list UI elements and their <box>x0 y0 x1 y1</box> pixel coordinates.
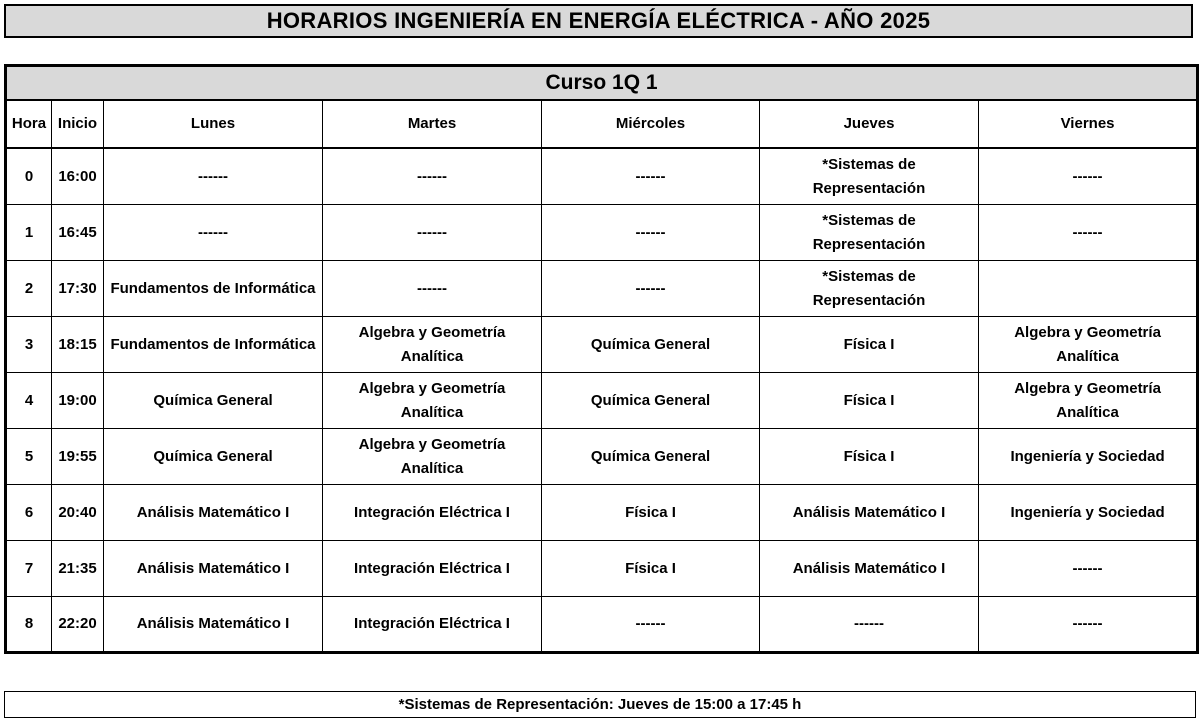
class-cell: Algebra y Geometría Analítica <box>323 317 542 373</box>
hora-cell: 7 <box>6 541 52 597</box>
header-day-miercoles: Miércoles <box>542 100 760 148</box>
header-day-lunes: Lunes <box>104 100 323 148</box>
hora-cell: 8 <box>6 597 52 653</box>
class-cell: ------ <box>542 148 760 205</box>
class-cell: Fundamentos de Informática <box>104 261 323 317</box>
class-cell: Integración Eléctrica I <box>323 597 542 653</box>
inicio-cell: 18:15 <box>52 317 104 373</box>
hora-cell: 3 <box>6 317 52 373</box>
class-cell <box>979 261 1198 317</box>
hora-cell: 6 <box>6 485 52 541</box>
page-title: HORARIOS INGENIERÍA EN ENERGÍA ELÉCTRICA - AÑO 2025 <box>4 4 1193 38</box>
class-cell: Análisis Matemático I <box>104 597 323 653</box>
class-cell: Química General <box>542 429 760 485</box>
class-cell: Química General <box>542 373 760 429</box>
class-cell: Física I <box>542 485 760 541</box>
class-cell: Química General <box>104 373 323 429</box>
class-cell: *Sistemas de Representación <box>760 148 979 205</box>
class-cell: Análisis Matemático I <box>760 541 979 597</box>
table-row <box>6 317 1198 373</box>
inicio-cell: 16:45 <box>52 205 104 261</box>
class-cell: ------ <box>979 597 1198 653</box>
class-cell: Análisis Matemático I <box>104 485 323 541</box>
header-hora: Hora <box>6 100 52 148</box>
class-cell: ------ <box>542 261 760 317</box>
class-cell: ------ <box>979 148 1198 205</box>
class-cell: Física I <box>542 541 760 597</box>
table-row <box>6 597 1198 653</box>
table-row <box>6 261 1198 317</box>
class-cell: Integración Eléctrica I <box>323 541 542 597</box>
header-day-viernes: Viernes <box>979 100 1198 148</box>
class-cell: Análisis Matemático I <box>760 485 979 541</box>
class-cell: ------ <box>542 597 760 653</box>
table-row <box>6 485 1198 541</box>
inicio-cell: 17:30 <box>52 261 104 317</box>
class-cell: ------ <box>323 148 542 205</box>
course-title: Curso 1Q 1 <box>6 66 1198 101</box>
header-row <box>6 100 1198 148</box>
hora-cell: 2 <box>6 261 52 317</box>
schedule-table <box>4 64 1199 654</box>
table-row <box>6 541 1198 597</box>
class-cell: ------ <box>979 205 1198 261</box>
class-cell: ------ <box>542 205 760 261</box>
class-cell: Fundamentos de Informática <box>104 317 323 373</box>
class-cell: Física I <box>760 373 979 429</box>
class-cell: ------ <box>104 205 323 261</box>
class-cell: ------ <box>760 597 979 653</box>
class-cell: ------ <box>104 148 323 205</box>
class-cell: Física I <box>760 429 979 485</box>
class-cell: *Sistemas de Representación <box>760 205 979 261</box>
table-row <box>6 205 1198 261</box>
class-cell: ------ <box>979 541 1198 597</box>
header-day-jueves: Jueves <box>760 100 979 148</box>
table-row <box>6 148 1198 205</box>
class-cell: Integración Eléctrica I <box>323 485 542 541</box>
inicio-cell: 21:35 <box>52 541 104 597</box>
footnote: *Sistemas de Representación: Jueves de 15:00 a 17:45 h <box>4 691 1196 718</box>
class-cell: Algebra y Geometría Analítica <box>979 373 1198 429</box>
class-cell: Análisis Matemático I <box>104 541 323 597</box>
inicio-cell: 19:55 <box>52 429 104 485</box>
class-cell: Ingeniería y Sociedad <box>979 485 1198 541</box>
class-cell: Química General <box>104 429 323 485</box>
class-cell: Algebra y Geometría Analítica <box>979 317 1198 373</box>
inicio-cell: 22:20 <box>52 597 104 653</box>
table-row <box>6 429 1198 485</box>
hora-cell: 4 <box>6 373 52 429</box>
class-cell: Ingeniería y Sociedad <box>979 429 1198 485</box>
class-cell: Química General <box>542 317 760 373</box>
table-row <box>6 373 1198 429</box>
class-cell: Algebra y Geometría Analítica <box>323 373 542 429</box>
class-cell: *Sistemas de Representación <box>760 261 979 317</box>
inicio-cell: 20:40 <box>52 485 104 541</box>
hora-cell: 5 <box>6 429 52 485</box>
class-cell: Algebra y Geometría Analítica <box>323 429 542 485</box>
header-day-martes: Martes <box>323 100 542 148</box>
class-cell: ------ <box>323 261 542 317</box>
inicio-cell: 16:00 <box>52 148 104 205</box>
hora-cell: 0 <box>6 148 52 205</box>
header-inicio: Inicio <box>52 100 104 148</box>
class-cell: Física I <box>760 317 979 373</box>
class-cell: ------ <box>323 205 542 261</box>
hora-cell: 1 <box>6 205 52 261</box>
inicio-cell: 19:00 <box>52 373 104 429</box>
